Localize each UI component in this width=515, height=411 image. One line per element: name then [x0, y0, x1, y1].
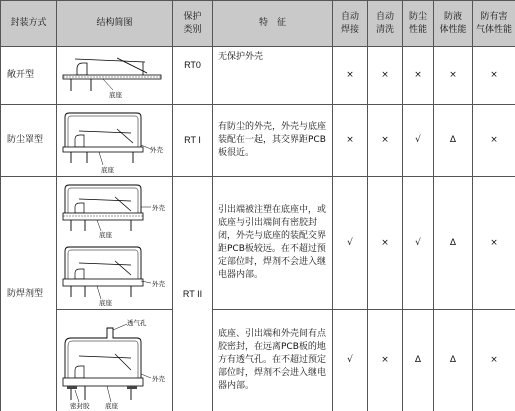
label-vent: 透气孔 [127, 319, 147, 327]
label-base-lower: 底座 [99, 299, 112, 307]
liquidproof-flux-proof-b: Δ [434, 310, 473, 411]
gasproof-flux-proof-b: × [473, 310, 515, 411]
header-dustproof: 防尘 性能 [403, 1, 434, 47]
gasproof-dust-cover: × [473, 105, 515, 177]
table-row-flux-proof-b [1, 310, 515, 411]
auto-clean-flux-proof-a: × [368, 177, 403, 310]
feature-open: 无保护外壳 [213, 47, 333, 105]
liquidproof-flux-proof-a: Δ [434, 177, 473, 310]
protection-class-rt2: RT II [173, 177, 213, 411]
auto-solder-dust-cover: × [333, 105, 368, 177]
diagram-flux-proof-relays [57, 177, 173, 310]
table-row-flux-proof-a [1, 177, 515, 310]
label-sealant: 密封胶 [70, 402, 90, 410]
protection-class-rt0: RT0 [173, 47, 213, 105]
label-base: 底座 [105, 402, 118, 410]
protection-class-rt1: RT I [173, 105, 213, 177]
header-auto-solder: 自动 焊接 [333, 1, 368, 47]
table-row-open [1, 47, 515, 105]
seal-type-flux-proof: 防焊剂型 [1, 177, 57, 411]
label-cover-upper: 外壳 [152, 204, 165, 212]
header-row [1, 1, 515, 47]
label-base: 底座 [101, 166, 114, 174]
auto-solder-flux-proof-b: √ [333, 310, 368, 411]
dustproof-flux-proof-a: √ [403, 177, 434, 310]
gasproof-open: × [473, 47, 515, 105]
feature-flux-proof-a: 引出端被注塑在底座中，或底座与引出端间有密胶封闭，外壳与底座的装配交界距PCB板较远。在不超过预定部位时，焊剂不会进入继电器内部。 [213, 177, 333, 310]
auto-clean-open: × [368, 47, 403, 105]
dustproof-open: × [403, 47, 434, 105]
feature-flux-proof-b: 底座、引出端和外壳间有点胶密封，在远离PCB板的地方有透气孔。在不超过预定部位时，焊剂不会进入继电器内部。 [213, 310, 333, 411]
label-cover-lower: 外壳 [152, 280, 165, 288]
table-row-dust-cover [1, 105, 515, 177]
liquidproof-open: × [434, 47, 473, 105]
header-structure: 结构简图 [57, 1, 173, 47]
header-protection: 保护 类别 [173, 1, 213, 47]
auto-solder-open: × [333, 47, 368, 105]
label-cover: 外壳 [152, 375, 165, 383]
header-auto-clean: 自动 清洗 [368, 1, 403, 47]
auto-solder-flux-proof-a: √ [333, 177, 368, 310]
auto-clean-flux-proof-b: × [368, 310, 403, 411]
header-seal-type: 封装方式 [1, 1, 57, 47]
dustproof-flux-proof-b: Δ [403, 310, 434, 411]
gasproof-flux-proof-a: × [473, 177, 515, 310]
auto-clean-dust-cover: × [368, 105, 403, 177]
seal-type-dust-cover: 防尘罩型 [1, 105, 57, 177]
label-base: 底座 [109, 91, 122, 99]
header-features: 特 征 [213, 1, 333, 47]
header-liquidproof: 防液 体性能 [434, 1, 473, 47]
seal-type-open: 敞开型 [1, 47, 57, 105]
dustproof-dust-cover: √ [403, 105, 434, 177]
label-base-upper: 底座 [99, 231, 112, 239]
label-cover: 外壳 [150, 146, 163, 154]
diagram-open-relay [57, 47, 173, 105]
header-gasproof: 防有害 气体性能 [473, 1, 515, 47]
diagram-vented-relay [57, 310, 173, 411]
feature-dust-cover: 有防尘的外壳，外壳与底座装配在一起，其交界距PCB板很近。 [213, 105, 333, 177]
liquidproof-dust-cover: Δ [434, 105, 473, 177]
diagram-dust-cover-relay [57, 105, 173, 177]
